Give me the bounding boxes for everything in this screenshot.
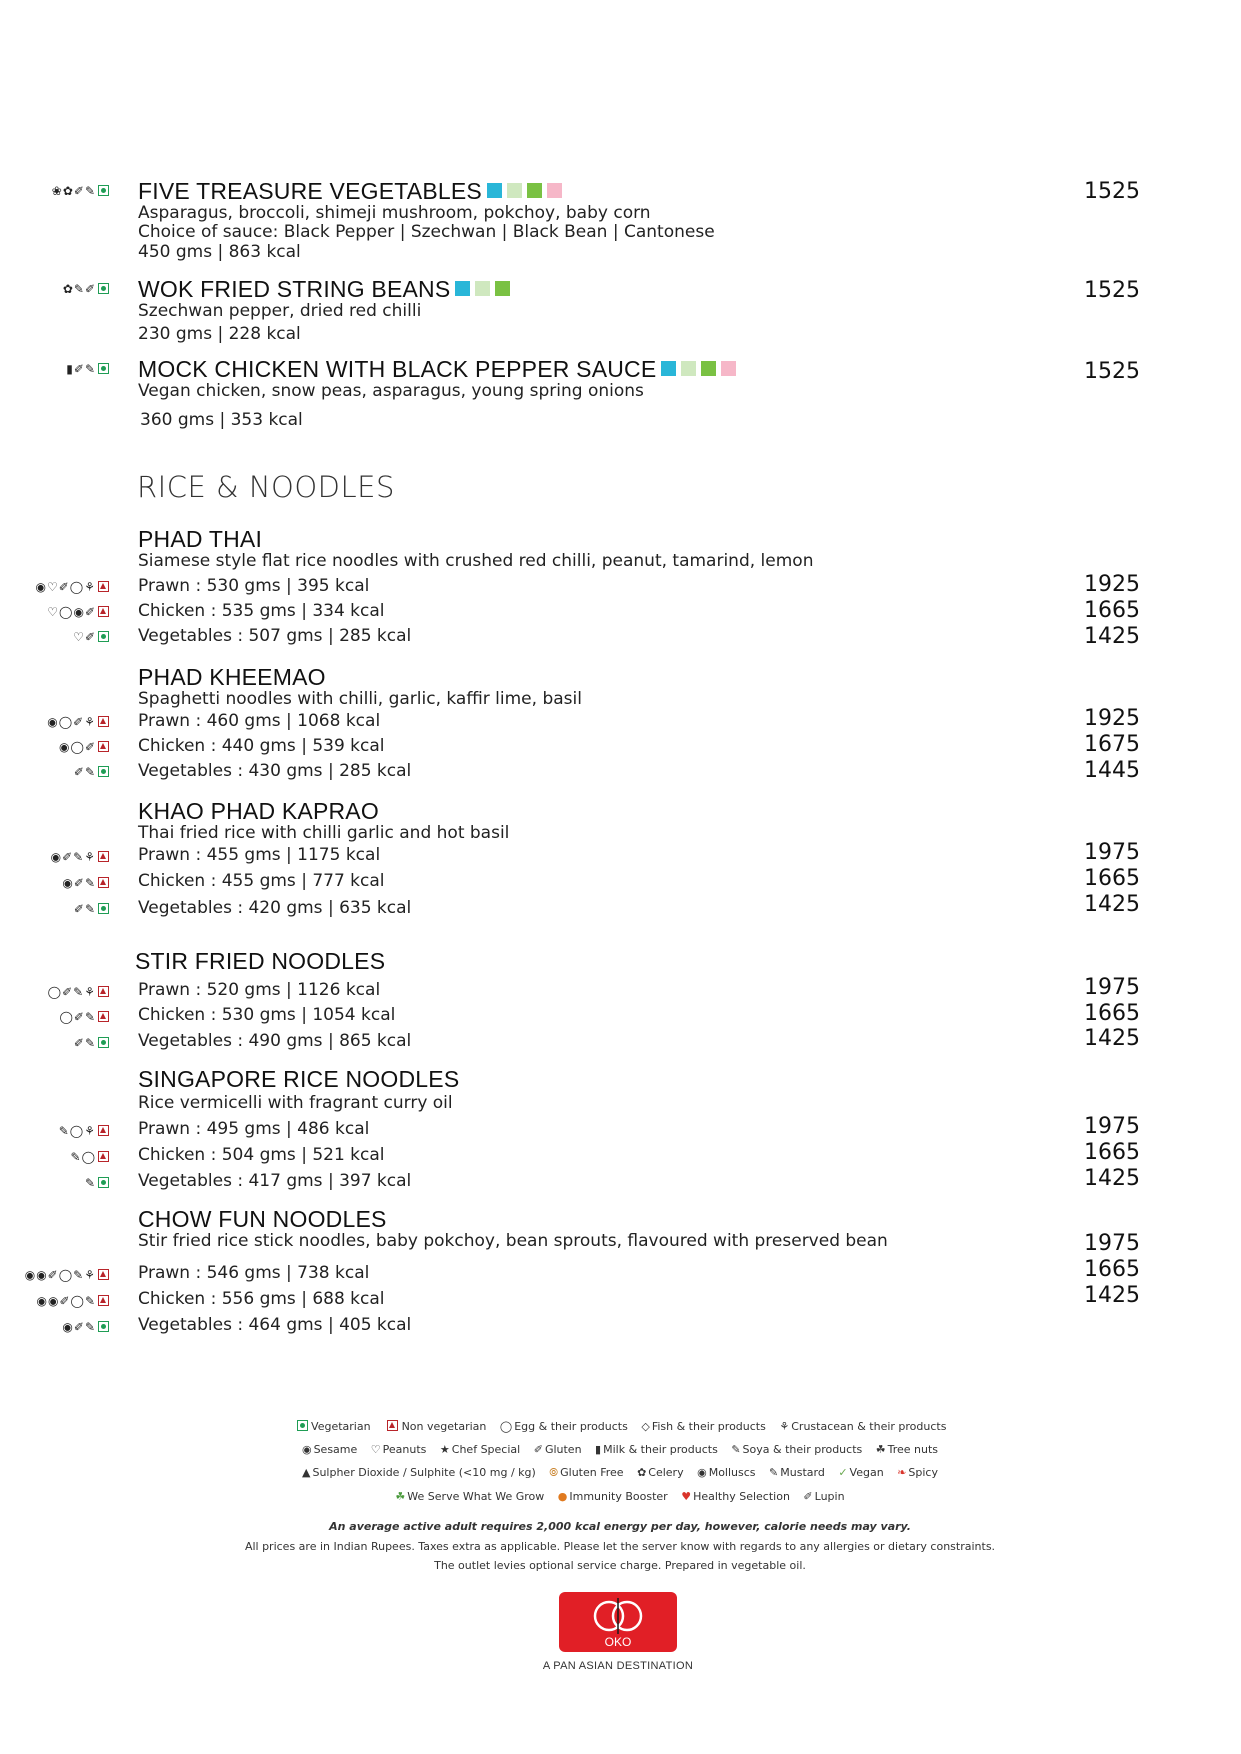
crustacean-icon: ⚘ bbox=[84, 850, 95, 864]
color-tag bbox=[455, 281, 470, 296]
variant-label: Chicken : bbox=[138, 1289, 217, 1309]
gluten-icon: ✐ bbox=[73, 902, 84, 916]
legend-label: Molluscs bbox=[708, 1466, 756, 1479]
veg-icon bbox=[297, 1420, 308, 1431]
legend-label: Vegan bbox=[849, 1466, 884, 1479]
veg-icon bbox=[98, 185, 109, 196]
tree-nuts-icon: ☘ bbox=[875, 1443, 886, 1456]
mustard-icon: ✎ bbox=[70, 1150, 81, 1164]
egg-icon: ◯ bbox=[499, 1420, 513, 1433]
price-note: All prices are in Indian Rupees. Taxes extra as applicable. Please let the server know with regards to any allergies or dietary constraints. bbox=[244, 1540, 996, 1553]
legend-row bbox=[120, 1443, 1120, 1456]
legend-label: Soya & their products bbox=[742, 1443, 863, 1456]
variant-price: 1665 bbox=[1084, 1001, 1140, 1026]
variant-detail: 530 gms | 1054 kcal bbox=[221, 1005, 396, 1025]
legend-label: Sesame bbox=[313, 1443, 358, 1456]
dish-price: 1525 bbox=[1084, 278, 1140, 303]
dish-title: PHAD THAI bbox=[138, 526, 263, 552]
gluten-icon: ✐ bbox=[73, 876, 84, 890]
milk-icon: ▮ bbox=[595, 1443, 602, 1456]
gluten-icon: ✐ bbox=[73, 1320, 84, 1334]
dish-title: FIVE TREASURE VEGETABLES bbox=[138, 178, 482, 204]
variant-detail: 520 gms | 1126 kcal bbox=[206, 980, 381, 1000]
gluten-icon: ✐ bbox=[84, 740, 95, 754]
variant-label: Prawn : bbox=[138, 1263, 202, 1283]
egg-icon: ◯ bbox=[69, 580, 84, 594]
variant-detail: 455 gms | 777 kcal bbox=[221, 871, 385, 891]
variant-price: 1925 bbox=[1084, 706, 1140, 731]
calorie-note: An average active adult requires 2,000 kcal energy per day, however, calorie needs may vary. bbox=[329, 1520, 911, 1533]
allergen-icons bbox=[14, 630, 109, 644]
service-note: The outlet levies optional service charge. Prepared in vegetable oil. bbox=[434, 1559, 806, 1572]
variant-label: Chicken : bbox=[138, 871, 217, 891]
nonveg-icon bbox=[98, 741, 109, 752]
soya-icon: ✎ bbox=[84, 1036, 95, 1050]
variant-price: 1975 bbox=[1084, 1231, 1140, 1256]
variant-label: Prawn : bbox=[138, 711, 202, 731]
nonveg-icon bbox=[387, 1420, 398, 1431]
veg-icon bbox=[98, 1037, 109, 1048]
soya-icon: ✎ bbox=[73, 985, 84, 999]
immunity-icon: ● bbox=[557, 1490, 568, 1503]
color-tag bbox=[487, 183, 502, 198]
fish-icon: ◇ bbox=[641, 1420, 650, 1433]
gluten-icon: ✐ bbox=[84, 282, 95, 296]
gluten-icon: ✐ bbox=[73, 184, 84, 198]
veg-icon bbox=[98, 1177, 109, 1188]
variant-price: 1425 bbox=[1084, 1166, 1140, 1191]
nonveg-icon bbox=[98, 1269, 109, 1280]
legend-label: Immunity Booster bbox=[569, 1490, 668, 1503]
variant-label: Prawn : bbox=[138, 576, 202, 596]
variant-price: 1445 bbox=[1084, 758, 1140, 783]
egg-icon: ◯ bbox=[69, 1124, 84, 1138]
molluscs-icon: ◉ bbox=[47, 715, 58, 729]
legend-label: Lupin bbox=[814, 1490, 845, 1503]
celery-icon: ✿ bbox=[62, 184, 73, 198]
color-tag bbox=[527, 183, 542, 198]
nonveg-icon bbox=[98, 1151, 109, 1162]
logo-text: OKO bbox=[604, 1635, 632, 1649]
variant-detail: 420 gms | 635 kcal bbox=[248, 898, 412, 918]
dish-description: Siamese style flat rice noodles with crushed red chilli, peanut, tamarind, lemon bbox=[138, 551, 814, 571]
variant-label: Prawn : bbox=[138, 845, 202, 865]
legend-label: Healthy Selection bbox=[693, 1490, 790, 1503]
dish-title: MOCK CHICKEN WITH BLACK PEPPER SAUCE bbox=[138, 356, 657, 382]
allergen-icons bbox=[14, 1124, 109, 1138]
variant-detail: 455 gms | 1175 kcal bbox=[206, 845, 381, 865]
dish-weight: 230 gms | 228 kcal bbox=[138, 324, 301, 344]
molluscs-icon: ◉ bbox=[59, 740, 70, 754]
egg-icon: ◯ bbox=[81, 1150, 95, 1164]
sesame-icon: ◉ bbox=[62, 1320, 73, 1334]
nonveg-icon bbox=[98, 581, 109, 592]
veg-icon bbox=[98, 631, 109, 642]
variant-label: Vegetables : bbox=[138, 626, 244, 646]
allergen-icons bbox=[14, 184, 109, 198]
color-tag bbox=[507, 183, 522, 198]
dish-title: KHAO PHAD KAPRAO bbox=[138, 798, 379, 824]
allergen-icons bbox=[14, 580, 109, 594]
allergen-icons bbox=[14, 1036, 109, 1050]
soya-icon: ✎ bbox=[84, 184, 95, 198]
mustard-icon: ✎ bbox=[84, 1176, 95, 1190]
gluten-icon: ✐ bbox=[533, 1443, 543, 1456]
variant-label: Prawn : bbox=[138, 980, 202, 1000]
legend-label: Milk & their products bbox=[603, 1443, 718, 1456]
color-tag bbox=[721, 361, 736, 376]
sesame-icon: ◉ bbox=[73, 605, 84, 619]
dish-title: CHOW FUN NOODLES bbox=[138, 1206, 387, 1232]
dish-description: Spaghetti noodles with chilli, garlic, kaffir lime, basil bbox=[138, 689, 582, 709]
variant-detail: 460 gms | 1068 kcal bbox=[206, 711, 381, 731]
allergen-icons bbox=[14, 985, 109, 999]
veg-icon bbox=[98, 903, 109, 914]
color-tag bbox=[475, 281, 490, 296]
color-tag bbox=[547, 183, 562, 198]
soya-icon: ✎ bbox=[84, 362, 95, 376]
crustacean-icon: ⚘ bbox=[84, 1268, 95, 1282]
gluten-icon: ✐ bbox=[84, 630, 95, 644]
variant-detail: 530 gms | 395 kcal bbox=[206, 576, 370, 596]
peanuts-icon: ♡ bbox=[46, 580, 58, 594]
legend-row bbox=[120, 1490, 1120, 1503]
gluten-icon: ✐ bbox=[73, 1036, 84, 1050]
variant-detail: 556 gms | 688 kcal bbox=[221, 1289, 385, 1309]
molluscs-icon: ◉ bbox=[50, 850, 62, 864]
sulphite-icon: ▲ bbox=[302, 1466, 311, 1479]
allergen-icons bbox=[14, 605, 109, 619]
healthy-icon: ♥ bbox=[681, 1490, 692, 1503]
sesame-icon: ◉ bbox=[301, 1443, 312, 1456]
variant-label: Chicken : bbox=[138, 1145, 217, 1165]
soya-icon: ✎ bbox=[73, 1268, 84, 1282]
egg-icon: ◯ bbox=[58, 715, 73, 729]
allergen-icons bbox=[14, 876, 109, 890]
legend-label: Spicy bbox=[908, 1466, 938, 1479]
legend-row bbox=[120, 1466, 1120, 1480]
mustard-icon: ✎ bbox=[58, 1124, 69, 1138]
variant-label: Vegetables : bbox=[138, 1031, 244, 1051]
crustacean-icon: ⚘ bbox=[84, 580, 95, 594]
allergen-icons bbox=[14, 362, 109, 376]
variant-price: 1975 bbox=[1084, 1114, 1140, 1139]
variant-detail: 490 gms | 865 kcal bbox=[248, 1031, 412, 1051]
allergen-icons bbox=[14, 1268, 109, 1282]
gluten-icon: ✐ bbox=[73, 715, 84, 729]
dish-weight: 450 gms | 863 kcal bbox=[138, 242, 301, 262]
soya-icon: ✎ bbox=[73, 282, 84, 296]
variant-label: Chicken : bbox=[138, 1005, 217, 1025]
legend-label: Vegetarian bbox=[311, 1420, 371, 1433]
dish-title: SINGAPORE RICE NOODLES bbox=[138, 1066, 460, 1092]
allergen-icons bbox=[14, 765, 109, 779]
gluten-icon: ✐ bbox=[73, 765, 84, 779]
dish-description: Vegan chicken, snow peas, asparagus, young spring onions bbox=[138, 381, 644, 401]
spicy-icon: ❧ bbox=[897, 1466, 907, 1479]
variant-label: Vegetables : bbox=[138, 761, 244, 781]
soya-icon: ✎ bbox=[73, 850, 84, 864]
allergen-icons bbox=[14, 1320, 109, 1334]
dish-title: WOK FRIED STRING BEANS bbox=[138, 276, 451, 302]
legend-label: Fish & their products bbox=[651, 1420, 766, 1433]
legend-label: Chef Special bbox=[451, 1443, 521, 1456]
legend-label: Peanuts bbox=[382, 1443, 427, 1456]
gluten-icon: ✐ bbox=[47, 1268, 58, 1282]
nonveg-icon bbox=[98, 1295, 109, 1306]
oko-logo bbox=[559, 1592, 677, 1652]
allergen-icons bbox=[14, 1150, 109, 1164]
variant-detail: 546 gms | 738 kcal bbox=[206, 1263, 370, 1283]
dish-title: PHAD KHEEMAO bbox=[138, 664, 326, 690]
sesame-icon: ◉ bbox=[24, 1268, 36, 1282]
variant-detail: 535 gms | 334 kcal bbox=[221, 601, 385, 621]
gluten-icon: ✐ bbox=[73, 362, 84, 376]
allergen-icons bbox=[14, 902, 109, 916]
veg-icon bbox=[98, 1321, 109, 1332]
crustacean-icon: ⚘ bbox=[84, 715, 95, 729]
color-tag bbox=[495, 281, 510, 296]
soya-icon: ✎ bbox=[84, 1010, 95, 1024]
dish-description: Choice of sauce: Black Pepper | Szechwan | Black Bean | Cantonese bbox=[138, 222, 715, 242]
egg-icon: ◯ bbox=[70, 1294, 84, 1308]
molluscs-icon: ◉ bbox=[47, 1294, 59, 1308]
allergen-icons bbox=[14, 1294, 109, 1308]
crustacean-icon: ⚘ bbox=[779, 1420, 790, 1433]
variant-label: Chicken : bbox=[138, 736, 217, 756]
legend-label: Non vegetarian bbox=[401, 1420, 487, 1433]
color-tag bbox=[681, 361, 696, 376]
crustacean-icon: ⚘ bbox=[84, 985, 95, 999]
dish-description: Asparagus, broccoli, shimeji mushroom, pokchoy, baby corn bbox=[138, 203, 651, 223]
celery-icon: ✿ bbox=[62, 282, 73, 296]
variant-detail: 417 gms | 397 kcal bbox=[248, 1171, 412, 1191]
milk-icon: ▮ bbox=[66, 362, 73, 376]
variant-detail: 495 gms | 486 kcal bbox=[206, 1119, 370, 1139]
color-tag bbox=[661, 361, 676, 376]
allergen-icons bbox=[14, 1176, 109, 1190]
mustard-icon: ✎ bbox=[769, 1466, 779, 1479]
gluten-icon: ✐ bbox=[73, 1010, 84, 1024]
variant-detail: 507 gms | 285 kcal bbox=[248, 626, 412, 646]
peanuts-icon: ♡ bbox=[73, 630, 84, 644]
allergen-icons bbox=[14, 1010, 109, 1024]
allergen-icons bbox=[14, 740, 109, 754]
dish-price: 1525 bbox=[1084, 179, 1140, 204]
dish-weight: 360 gms | 353 kcal bbox=[140, 410, 303, 430]
variant-price: 1975 bbox=[1084, 975, 1140, 1000]
nonveg-icon bbox=[98, 1125, 109, 1136]
variant-price: 1425 bbox=[1084, 892, 1140, 917]
sesame-icon: ◉ bbox=[36, 1294, 47, 1308]
mustard-icon: ❀ bbox=[51, 184, 62, 198]
variant-label: Prawn : bbox=[138, 1119, 202, 1139]
soya-icon: ✎ bbox=[731, 1443, 741, 1456]
dish-description: Stir fried rice stick noodles, baby pokchoy, bean sprouts, flavoured with preserved bean bbox=[138, 1231, 888, 1251]
grow-icon: ☘ bbox=[395, 1490, 406, 1503]
dish-title: STIR FRIED NOODLES bbox=[135, 948, 386, 974]
allergen-icons bbox=[14, 850, 109, 864]
nonveg-icon bbox=[98, 606, 109, 617]
chef-special-icon: ★ bbox=[439, 1443, 450, 1456]
legend-label: Sulpher Dioxide / Sulphite (<10 mg / kg) bbox=[312, 1466, 536, 1479]
soya-icon: ✎ bbox=[84, 1294, 95, 1308]
legend-row bbox=[120, 1420, 1120, 1433]
variant-detail: 464 gms | 405 kcal bbox=[248, 1315, 412, 1335]
variant-price: 1665 bbox=[1084, 1140, 1140, 1165]
variant-label: Chicken : bbox=[138, 601, 217, 621]
nonveg-icon bbox=[98, 877, 109, 888]
legend-label: Mustard bbox=[780, 1466, 825, 1479]
veg-icon bbox=[98, 363, 109, 374]
variant-price: 1665 bbox=[1084, 598, 1140, 623]
allergen-icons bbox=[14, 715, 109, 729]
legend-label: Egg & their products bbox=[514, 1420, 628, 1433]
variant-price: 1425 bbox=[1084, 1283, 1140, 1308]
section-title: RICE & NOODLES bbox=[137, 470, 395, 504]
variant-detail: 430 gms | 285 kcal bbox=[248, 761, 412, 781]
variant-price: 1975 bbox=[1084, 840, 1140, 865]
veg-icon bbox=[98, 283, 109, 294]
soya-icon: ✎ bbox=[84, 876, 95, 890]
vegan-icon: ✓ bbox=[838, 1466, 848, 1479]
molluscs-icon: ◉ bbox=[36, 1268, 47, 1282]
legend-label: Crustacean & their products bbox=[791, 1420, 947, 1433]
variant-label: Vegetables : bbox=[138, 1315, 244, 1335]
gluten-icon: ✐ bbox=[58, 580, 69, 594]
legend-label: We Serve What We Grow bbox=[407, 1490, 545, 1503]
egg-icon: ◯ bbox=[47, 985, 62, 999]
egg-icon: ◯ bbox=[70, 740, 84, 754]
legend-label: Tree nuts bbox=[887, 1443, 939, 1456]
dish-description: Thai fried rice with chilli garlic and hot basil bbox=[138, 823, 510, 843]
allergen-icons bbox=[14, 282, 109, 296]
crustacean-icon: ⚘ bbox=[84, 1124, 95, 1138]
dish-description: Szechwan pepper, dried red chilli bbox=[138, 301, 422, 321]
peanuts-icon: ♡ bbox=[370, 1443, 381, 1456]
egg-icon: ◯ bbox=[59, 1010, 73, 1024]
gluten-icon: ✐ bbox=[84, 605, 95, 619]
gluten-icon: ✐ bbox=[62, 850, 73, 864]
molluscs-icon: ◉ bbox=[35, 580, 46, 594]
legend-label: Gluten bbox=[544, 1443, 582, 1456]
legend-label: Celery bbox=[648, 1466, 684, 1479]
soya-icon: ✎ bbox=[84, 1320, 95, 1334]
variant-price: 1925 bbox=[1084, 572, 1140, 597]
variant-label: Vegetables : bbox=[138, 1171, 244, 1191]
variant-detail: 440 gms | 539 kcal bbox=[221, 736, 385, 756]
variant-price: 1665 bbox=[1084, 866, 1140, 891]
nonveg-icon bbox=[98, 1011, 109, 1022]
legend-label: Gluten Free bbox=[560, 1466, 624, 1479]
molluscs-icon: ◉ bbox=[62, 876, 73, 890]
variant-label: Vegetables : bbox=[138, 898, 244, 918]
peanuts-icon: ♡ bbox=[47, 605, 59, 619]
soya-icon: ✎ bbox=[84, 902, 95, 916]
variant-price: 1675 bbox=[1084, 732, 1140, 757]
variant-price: 1425 bbox=[1084, 624, 1140, 649]
veg-icon bbox=[98, 766, 109, 777]
dish-price: 1525 bbox=[1084, 359, 1140, 384]
egg-icon: ◯ bbox=[59, 605, 73, 619]
color-tag bbox=[701, 361, 716, 376]
gluten-icon: ✐ bbox=[59, 1294, 70, 1308]
logo-mark bbox=[559, 1592, 677, 1652]
gluten-free-icon: ⦾ bbox=[549, 1466, 559, 1479]
soya-icon: ✎ bbox=[84, 765, 95, 779]
logo-tagline: A PAN ASIAN DESTINATION bbox=[542, 1660, 694, 1672]
lupin-icon: ✐ bbox=[803, 1490, 813, 1503]
dish-description: Rice vermicelli with fragrant curry oil bbox=[138, 1093, 453, 1113]
variant-detail: 504 gms | 521 kcal bbox=[221, 1145, 385, 1165]
gluten-icon: ✐ bbox=[62, 985, 73, 999]
nonveg-icon bbox=[98, 986, 109, 997]
molluscs-icon: ◉ bbox=[697, 1466, 707, 1479]
variant-price: 1665 bbox=[1084, 1257, 1140, 1282]
egg-icon: ◯ bbox=[58, 1268, 73, 1282]
variant-price: 1425 bbox=[1084, 1026, 1140, 1051]
celery-icon: ✿ bbox=[637, 1466, 647, 1479]
nonveg-icon bbox=[98, 851, 109, 862]
nonveg-icon bbox=[98, 716, 109, 727]
